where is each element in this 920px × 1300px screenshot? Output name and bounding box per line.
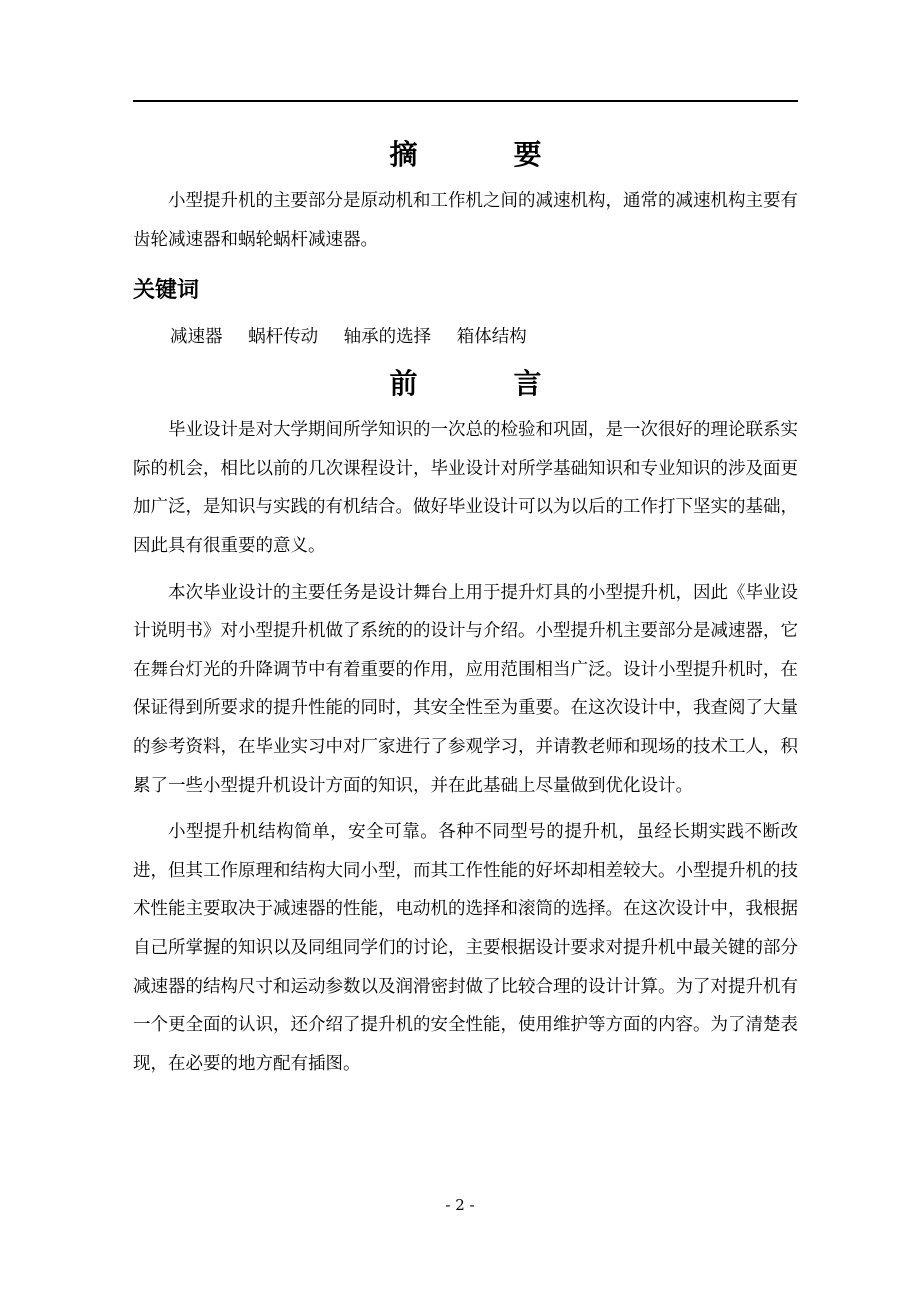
keyword-item: 箱体结构 [456, 327, 527, 348]
preface-title-char-2: 言 [513, 367, 542, 401]
preface-title-char-1: 前 [389, 367, 418, 401]
abstract-paragraph: 小型提升机的主要部分是原动机和工作机之间的减速机构，通常的减速机构主要有齿轮减速器和蜗轮蜗杆减速器。 [133, 191, 798, 250]
preface-paragraph-3: 小型提升机结构简单，安全可靠。各种不同型号的提升机，虽经长期实践不断改进，但其工作原理和结构大同小型，而其工作性能的好坏却相差较大。小型提升机的技术性能主要取决于减速器的性能，电动机的选择和滚筒的选择。在这次设计中，我根据自己所掌握的知识以及同组同学们的讨论，主要根据设计要求对提升机中最关键的部分减速器的结构尺寸和运动参数以及润滑密封做了比较合理的设计计算。为了对提升机有一个更全面的认识，还介绍了提升机的安全性能，使用维护等方面的内容。为了清楚表现，在必要的地方配有插图。 [133, 822, 798, 1074]
abstract-title-char-2: 要 [513, 138, 542, 171]
preface-title [133, 357, 798, 411]
header-rule [133, 100, 798, 102]
keywords-heading: 关键词 [133, 278, 200, 304]
page-content [133, 128, 798, 1083]
abstract-title [133, 128, 798, 182]
preface-paragraph-2: 本次毕业设计的主要任务是设计舞台上用于提升灯具的小型提升机，因此《毕业设计说明书》对小型提升机做了系统的的设计与介绍。小型提升机主要部分是减速器，它在舞台灯光的升降调节中有着重要的作用，应用范围相当广泛。设计小型提升机时，在保证得到所要求的提升性能的同时，其安全性至为重要。在这次设计中，我查阅了大量的参考资料，在毕业实习中对厂家进行了参观学习，并请教老师和现场的技术工人，积累了一些小型提升机设计方面的知识，并在此基础上尽量做到优化设计。 [133, 582, 798, 796]
keyword-item: 轴承的选择 [343, 327, 432, 348]
keyword-item: 蜗杆传动 [248, 327, 319, 348]
abstract-title-char-1: 摘 [389, 138, 418, 171]
keywords-list [133, 317, 798, 357]
page-number: - 2 - [445, 1196, 475, 1214]
preface-paragraph-1: 毕业设计是对大学期间所学知识的一次总的检验和巩固，是一次很好的理论联系实际的机会，相比以前的几次课程设计，毕业设计对所学基础知识和专业知识的涉及面更加广泛，是知识与实践的有机结合。做好毕业设计可以为以后的工作打下坚实的基础，因此具有很重要的意义。 [133, 420, 798, 556]
keyword-item: 减速器 [170, 327, 223, 348]
